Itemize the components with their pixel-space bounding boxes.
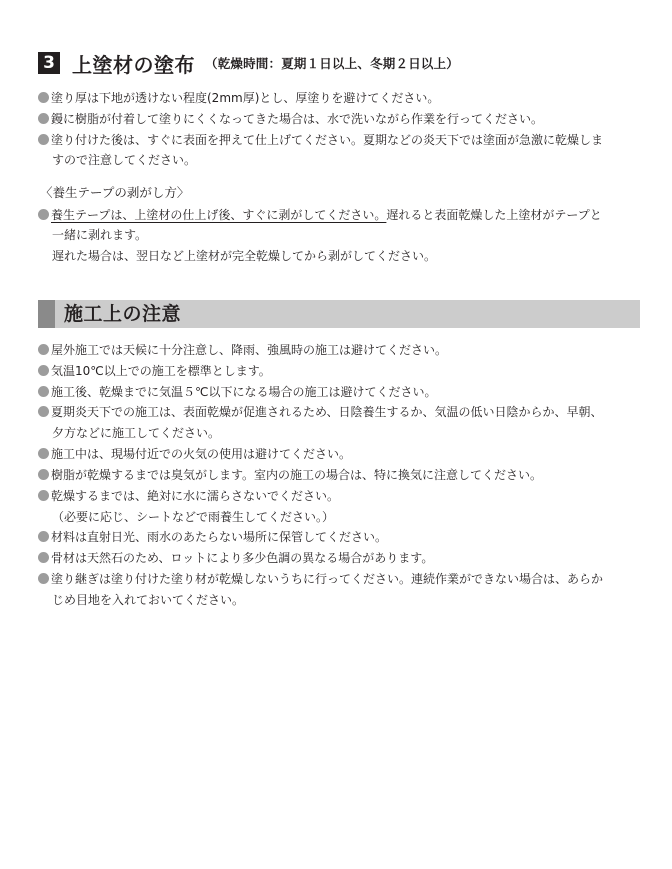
precaution-item (38, 382, 436, 402)
precaution-item (38, 548, 433, 568)
precaution-continuation: じめ目地を入れておいてください。 (52, 593, 245, 607)
precaution-item (38, 361, 271, 381)
precaution-item (38, 402, 603, 422)
bullet-dot-icon (38, 92, 49, 103)
precaution-text: 樹脂が乾燥するまでは臭気がします。室内の施工の場合は、特に換気に注意してください。 (51, 468, 543, 482)
precaution-item (38, 486, 339, 506)
tape-removal-heading: 〈養生テープの剥がし方〉 (40, 185, 190, 200)
precaution-item (38, 340, 447, 360)
drying-time-note: （乾燥時間：夏期１日以上、冬期２日以上） (205, 56, 460, 71)
precaution-continuation: （必要に応じ、シートなどで雨養生してください。） (52, 510, 335, 524)
bullet-text: 塗り付けた後は、すぐに表面を押えて仕上げてください。夏期などの炎天下では塗面が急激に乾燥しま (51, 133, 604, 147)
bullet-item (38, 88, 439, 108)
precaution-text: 骨材は天然石のため、ロットにより多少色調の異なる場合があります。 (51, 551, 434, 565)
bullet-dot-icon (38, 209, 49, 220)
bullet-dot-icon (38, 573, 49, 584)
bullet-dot-icon (38, 406, 49, 417)
bullet-text: 鏝に樹脂が付着して塗りにくくなってきた場合は、水で洗いながら作業を行ってください。 (51, 112, 544, 126)
bullet-dot-icon (38, 113, 49, 124)
precaution-text: 夏期炎天下での施工は、表面乾燥が促進されるため、日陰養生するか、気温の低い日陰からか、早朝、 (51, 405, 603, 419)
tape-late-note: 遅れた場合は、翌日など上塗材が完全乾燥してから剥がしてください。 (52, 249, 437, 263)
bullet-dot-icon (38, 448, 49, 459)
bullet-dot-icon (38, 365, 49, 376)
precaution-text: 乾燥するまでは、絶対に水に濡らさないでください。 (51, 489, 340, 503)
bullet-item (38, 205, 602, 225)
precaution-item (38, 444, 351, 464)
bullet-dot-icon (38, 134, 49, 145)
section-3-title: 上塗材の塗布 (72, 52, 195, 77)
bullet-text: 塗り厚は下地が透けない程度(2mm厚)とし、厚塗りを避けてください。 (51, 91, 440, 105)
bullet-continuation: 一緒に剥れます。 (52, 228, 148, 242)
heading-accent-block (38, 300, 55, 328)
section-3-heading (38, 50, 459, 76)
bullet-dot-icon (38, 469, 49, 480)
tape-instruction-rest: 遅れると表面乾燥した上塗材がテープと (386, 208, 602, 222)
bullet-item (38, 109, 543, 129)
bullet-dot-icon (38, 531, 49, 542)
bullet-item (38, 130, 603, 150)
bullet-dot-icon (38, 344, 49, 355)
precaution-item (38, 527, 387, 547)
tape-instruction-underlined: 養生テープは、上塗材の仕上げ後、すぐに剥がしてください。 (51, 208, 387, 222)
precaution-text: 施工中は、現場付近での火気の使用は避けてください。 (51, 447, 352, 461)
bullet-dot-icon (38, 490, 49, 501)
bullet-continuation: すので注意してください。 (52, 153, 197, 167)
precaution-text: 気温10℃以上での施工を標準とします。 (51, 364, 271, 378)
precaution-text: 施工後、乾燥までに気温５℃以下になる場合の施工は避けてください。 (51, 385, 437, 399)
bullet-dot-icon (38, 552, 49, 563)
precaution-continuation: 夕方などに施工してください。 (52, 426, 221, 440)
bullet-dot-icon (38, 386, 49, 397)
precautions-heading-bar (38, 300, 640, 328)
precaution-text: 材料は直射日光、雨水のあたらない場所に保管してください。 (51, 530, 388, 544)
section-number-badge: 3 (38, 52, 60, 74)
precaution-text: 塗り継ぎは塗り付けた塗り材が乾燥しないうちに行ってください。連続作業ができない場合は、あらか (51, 572, 604, 586)
precaution-item (38, 569, 603, 589)
precaution-text: 屋外施工では天候に十分注意し、降雨、強風時の施工は避けてください。 (51, 343, 448, 357)
precaution-item (38, 465, 542, 485)
precautions-title: 施工上の注意 (64, 303, 182, 325)
